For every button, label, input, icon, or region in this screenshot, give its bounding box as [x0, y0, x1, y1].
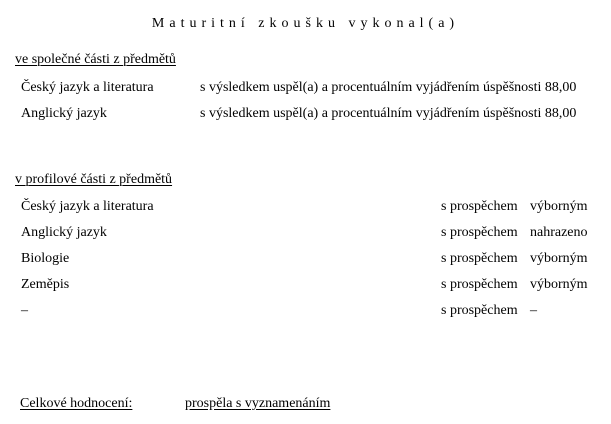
- subject-result: s výsledkem uspěl(a) a procentuálním vyjádřením úspěšnosti 88,00: [200, 106, 577, 121]
- grade-label: s prospěchem: [441, 225, 518, 240]
- common-section-heading: ve společné části z předmětů: [15, 52, 176, 67]
- profile-row: [0, 303, 611, 321]
- profile-row: [0, 225, 611, 243]
- subject-name: –: [21, 303, 28, 318]
- subject-name: Anglický jazyk: [21, 225, 107, 240]
- subject-name: Český jazyk a literatura: [21, 80, 154, 95]
- subject-result: s výsledkem uspěl(a) a procentuálním vyjádřením úspěšnosti 88,00: [200, 80, 577, 95]
- grade-value: výborným: [530, 199, 588, 214]
- document-title: Maturitní zkoušku vykonal(a): [151, 16, 460, 31]
- subject-name: Český jazyk a literatura: [21, 199, 154, 214]
- subject-name: Zeměpis: [21, 277, 70, 292]
- grade-value: nahrazeno: [530, 225, 588, 240]
- subject-name: Biologie: [21, 251, 70, 266]
- grade-value: –: [530, 303, 537, 318]
- profile-section-heading: v profilové části z předmětů: [15, 172, 173, 187]
- profile-row: [0, 277, 611, 295]
- common-row: [0, 106, 611, 124]
- common-row: [0, 80, 611, 98]
- profile-row: [0, 199, 611, 217]
- final-evaluation-value: prospěla s vyznamenáním: [185, 396, 331, 411]
- grade-label: s prospěchem: [441, 303, 518, 318]
- grade-value: výborným: [530, 277, 588, 292]
- grade-label: s prospěchem: [441, 277, 518, 292]
- grade-value: výborným: [530, 251, 588, 266]
- final-evaluation: [0, 396, 611, 416]
- final-evaluation-label: Celkové hodnocení:: [20, 396, 133, 411]
- grade-label: s prospěchem: [441, 251, 518, 266]
- grade-label: s prospěchem: [441, 199, 518, 214]
- profile-row: [0, 251, 611, 269]
- subject-name: Anglický jazyk: [21, 106, 107, 121]
